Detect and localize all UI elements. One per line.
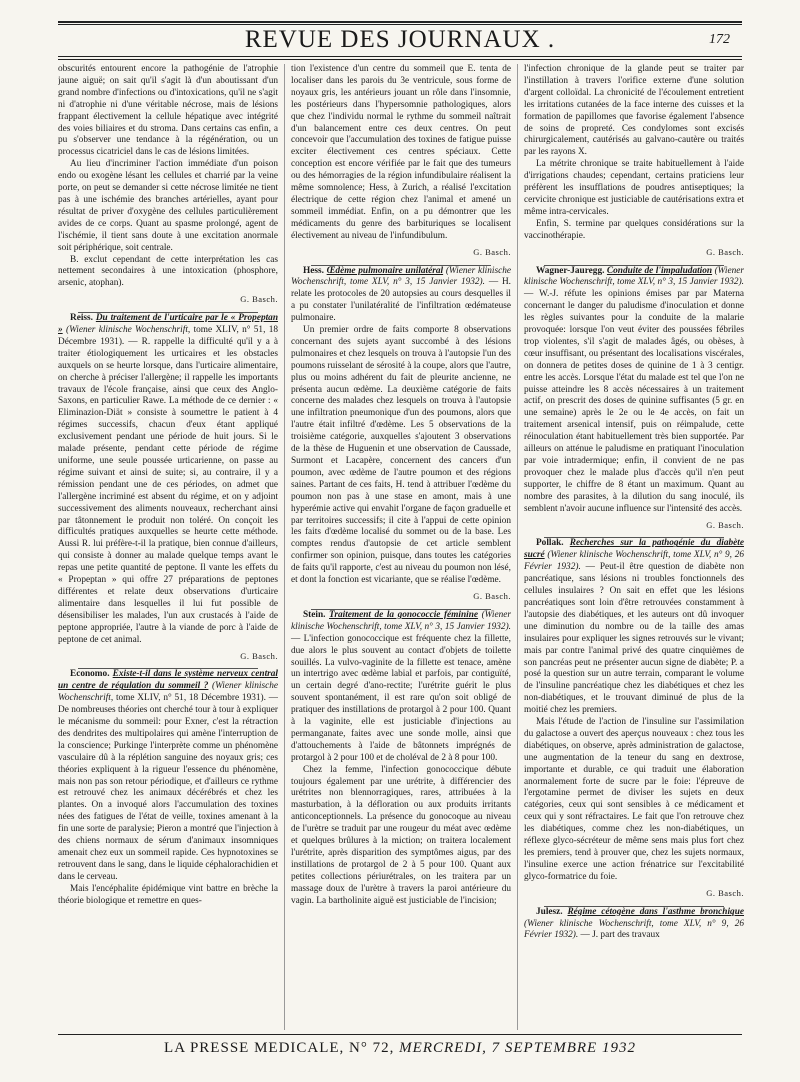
article-title: Traitement de la gonococcie féminine bbox=[329, 609, 479, 620]
article-body: tome XLIV, n° 51, 18 Décembre 1931). — De nombreuses théories ont cherché tour à tour à expliquer le mécanisme du sommeil: pour Exner, c'est la rétraction des dendrites des multipolaires qui amène l'interruption de la conscience; Purkinge l'interprète comme un phénomène vasculaire dû à la réplétion sanguine des noyaux gris; ces théories expliquent à la rigueur l'essence du phénomène, mais non pas son retour périodique, et d'ailleurs ce rythme est retrouvé chez les animaux décérébrés et chez les plantes. On a invoqué alors l'accumulation des toxines nées des fatigues de l'état de veille, toxines amenant à la fin une sorte de paralysie; Pieron a montré que l'injection à des chiens normaux de sérum d'animaux insomniques amenait chez eux un sommeil rapide. Ces hypnotoxines se retrouvent dans le sang, dans le liquide céphalorachidien et dans le cerveau. bbox=[58, 693, 278, 882]
page-number: 172 bbox=[709, 32, 730, 47]
article-title: Œdème pulmonaire unilatéral bbox=[326, 265, 444, 276]
article-source: (Wiener klinische Wochenschrift, bbox=[65, 325, 191, 336]
footer-rule bbox=[58, 1034, 742, 1035]
paragraph: l'infection chronique de la glande peut se traiter par l'instillation à travers l'orifice externe d'une solution d'argent colloïdal. La chronicité de l'écoulement entretient les irritations cutanées de la face interne des cuisses et la formation de papillomes que favorise également l'absence de soins de propreté. Ces condylomes sont excisés chirurgicalement, cautérisés au galvano-cautère ou traités par les rayons X. bbox=[524, 64, 744, 158]
article-columns bbox=[58, 64, 744, 1030]
article-body: — W.-J. réfute les opinions émises par par Materna concernant le danger du paludisme d'inoculation et donne les règles suivantes pour la conduite de la malarie provoquée: lorsque l'on veut éviter des poussées fébriles trop violentes, s'il s'agit de malades âgés, ou obèses, à cœur insuffisant, ou présentant des localisations viscérales, on donnera de petites doses de quinine de 1 à 3 centigr. entre les accès. Lorsque l'état du malade est tel que l'on ne puisse atteindre les 8 accès nécessaires à un traitement actif, on prescrit des doses de quinine suffisantes (5 gr. en une semaine) après le 2e ou le 4e accès, on fait un traitement arsenical intensif, puis on réimpalude, cette réinoculation étant habituellement très bien supportée. Par ailleurs on atténue le paludisme en pratiquant l'inoculation par voie intradermique; enfin, il convient de ne pas provoquer chez le malade plus d'accès qu'il n'en peut supporter, le chiffre de 8 étant un maximum. Quant au nombre des parasites, à la dilution du sang inoculé, ils semblent n'avoir aucune influence sur l'intensité des accès. bbox=[524, 289, 744, 514]
article-author: Pollak. bbox=[536, 538, 564, 549]
paragraph: Mais l'encéphalite épidémique vint battre en brèche la théorie biologique et remettre en ques- bbox=[58, 883, 278, 906]
article-source: (Wiener klinische Wochenschrift, tome XLV, n° 9, 26 Février 1932). bbox=[524, 550, 744, 573]
article-title: Du traitement de l'urticaire par le « Propeptan » bbox=[58, 313, 278, 336]
article-body: — H. relate les protocoles de 20 autopsies au cours desquelles il a pu constater l'unilatéralité de l'infiltration œdémateuse pulmonaire. bbox=[291, 277, 511, 324]
article-economo bbox=[58, 669, 278, 883]
article-source: (Wiener klinische Wochenschrift, tome XLV, n° 3, 15 Janvier 1932). bbox=[524, 265, 744, 288]
article-title: Conduite de l'impaludation bbox=[606, 265, 713, 276]
article-source: (Wiener klinische Wochenschrift, tome XLV, n° 3, 15 Janvier 1932). bbox=[291, 609, 511, 632]
signature: G. Basch. bbox=[240, 294, 278, 305]
article-author: Stein. bbox=[303, 609, 326, 620]
signature: G. Basch. bbox=[240, 650, 278, 661]
article-body: — L'infection gonococcique est fréquente chez la fillette, due alors le plus souvent au contact d'objets de toilette souillés. La vulvo-vaginite de la fillette est tenace, amène un intertrigo avec œdème labial et parfois, par contiguïté, un certain degré d'ano-rectite; l'urétrite guérit le plus souvent spontanément, il est rare qu'on soit obligé de pratiquer des instillations de protargol à 2 pour 100. Quant à la vaginite, elle est justiciable d'injections au permanganate, faites avec une sonde molle, ainsi que d'attouchements à l'aide de bâtonnets imprégnés de protargol à 2 pour 100 et de choléval de 2 à 8 pour 100. bbox=[291, 633, 511, 763]
paragraph: Au lieu d'incriminer l'action immédiate d'un poison endo ou exogène lésant les cellules et charrié par la veine porte, on peut se demander si cette nécrose limitée ne tient pas à une ischémie des branches artérielles, ayant pour résultat de priver d'oxygène des cellules particulièrement avides de ce corps. Quant au spasme prolongé, agent de l'ischémie, il tient sans doute à une excitation anormale soit périphérique, soit centrale. bbox=[58, 159, 278, 253]
page-footer bbox=[0, 1040, 800, 1057]
paragraph: Chez la femme, l'infection gonococcique débute toujours également par une urétrite, à différencier des urétrites non blennorragiques, rares, attribuées à la masturbation, à la défloration ou aux produits irritants anticonceptionnels. La présence du gonocoque au niveau de l'urètre se traduit par une rougeur du méat avec œdème et quelques brûlures à la miction; on traitera localement l'urétrite, après disparition des symptômes aigus, par des instillations de protargol de 2 à 5 pour 100. Quant aux petites collections périurétrales, on les traitera par un massage doux de l'urètre à travers la paroi antérieure du vagin. La bartholinite aiguë est justiciable de l'incision; bbox=[291, 764, 511, 906]
article-author: Reiss. bbox=[70, 313, 93, 324]
article-source: (Wiener klinische Wochenschrift, tome XLV, n° 3, 15 Janvier 1932). bbox=[291, 265, 511, 288]
footer-journal: LA PRESSE MEDICALE, N° 72, bbox=[164, 1040, 395, 1056]
paragraph: obscurités entourent encore la pathogénie de l'atrophie jaune aiguë; on sait qu'il s'agit là d'un aboutissant d'un grand nombre d'infections ou d'intoxications, qu'il ne s'agit ni d'atrophie ni d'une véritable nécrose, mais de lésions frappant électivement la cellule hépatique avec intégrité des voies biliaires et du stroma. Dans certains cas enfin, a pu s'observer une tendance à la régénération, ou un processus cicatriciel dans le cas de lésions limitées. bbox=[58, 64, 278, 158]
header-rule-top bbox=[58, 21, 742, 23]
header-rule-bottom-2 bbox=[58, 59, 742, 60]
article-body: — Peut-il être question de diabète non pancréatique, sans lésions ni troubles fonctionnels des cellules insulaires ? On sait en effet que les lésions pancréatiques sont loin d'être retrouvées constamment à l'autopsie des diabétiques, et les auteurs ont dû invoquer une diminution du nombre ou de la taille des amas insulaires pour expliquer les signes retrouvés sur le vivant; mais par contre l'animal privé des quatre cinquièmes de son pancréas peut ne présenter aucun signe de diabète; P. a posé la question sur un autre terrain, comparant le volume de l'insuline pancréatique chez les diabétiques et chez les non-diabétiques, et le trouvant diminué de plus de la moitié chez les premiers. bbox=[524, 562, 744, 716]
paragraph: tion l'existence d'un centre du sommeil que E. tenta de localiser dans les parois du 3e ventricule, sous forme de noyaux gris, les antérieurs jouant un rôle dans l'insomnie, les postérieurs dans l'hypersomnie pathologiques, alors que chez l'individu normal le rythme du sommeil naîtrait d'un balancement entre ces deux centres. On peut concevoir que l'accumulation des toxines de fatigue puisse exciter électivement ces centres spéciaux. Cette conception est encore vérifiée par le fait que des tumeurs ou des hémorragies de la région infundibulaire réalisent la même somnolence; Hess, à Zurich, a réalisé l'excitation électrique de cette région chez l'animal et amené un sommeil immédiat. Enfin, on a pu démontrer que les médicaments du genre des barbituriques se localisent électivement au niveau de l'infundibulum. bbox=[291, 64, 511, 241]
article-body: tome XLIV, n° 51, 18 Décembre 1931). — R. rappelle la difficulté qu'il y a à traiter étiologiquement les urticaires et les obstacles auxquels on se heurte lorsque, dans l'urticaire alimentaire, on cherche à préciser l'allergène; il rappelle les importants travaux de l'école française, ainsi que ceux des Anglo-Saxons, en particulier Rawe. La méthode de ce dernier : « Eliminazion-Diät » consiste à soumettre le patient à 4 régimes successifs, chacun d'eux étant appliqué exclusivement pendant une période de huit jours. Si le malade présente, pendant cette période de régime uniforme, une seule poussée urticarienne, on passe au régime suivant et ainsi de suite; si, au contraire, il y a rémission pendant une de ces périodes, on admet que l'allergène incriminé est absent du régime, et on y adjoint successivement des aliments nouveaux, recherchant ainsi par tâtonnement le produit non toléré. On conçoit les difficultés pratiques auxquelles se heurte cette méthode. Aussi R. lui préfère-t-il la pratique, bien connue d'ailleurs, qui consiste à donner au malade quelque temps avant le repas une petite quantité de peptone. Il vante les effets du « Propeptan » qui offre 27 préparations de peptones différentes et relate deux observations d'urticaire alimentaire dans lesquelles il lui fut possible de désensibiliser les malades, l'un aux crustacés à l'aide de peptone appropriée, l'autre à la viande de porc à l'aide de peptone de cet animal. bbox=[58, 325, 278, 645]
article-source: (Wiener klinische Wochenschrift, tome XLV, n° 9, 26 Février 1932). bbox=[524, 918, 744, 941]
article-author: Wagner-Jauregg. bbox=[536, 265, 605, 276]
column-3 bbox=[517, 64, 744, 1030]
article-author: Hess. bbox=[303, 265, 324, 276]
journal-title: REVUE DES JOURNAUX . bbox=[244, 26, 556, 53]
paragraph: B. exclut cependant de cette interprétation les cas nettement secondaires à une intoxication (phosphore, arsenic, atophan). bbox=[58, 254, 278, 289]
article-title: Existe-t-il dans le système nerveux central un centre de régulation du sommeil ? bbox=[58, 669, 278, 692]
signature: G. Basch. bbox=[706, 887, 744, 898]
signature: G. Basch. bbox=[473, 590, 511, 601]
signature: G. Basch. bbox=[706, 246, 744, 257]
article-wagner-jauregg bbox=[524, 266, 744, 516]
signature: G. Basch. bbox=[706, 519, 744, 530]
article-reiss bbox=[58, 313, 278, 646]
paragraph: Mais l'étude de l'action de l'insuline sur l'assimilation du galactose a ouvert des aperçus nouveaux : chez tous les diabétiques, on observe, après administration de galactose, une augmentation de la teneur du sang en dextrose, importante et durable, ce qui traduit une élaboration anormalement forte de sucre par le foie: l'épreuve de l'ergotamine permet de diviser les sujets en deux catégories, ceux qui sont sensibles à ce médicament et ceux qui y sont réfractaires. Le fait que l'on retrouve chez les diabétiques, comme chez les non-diabétiques, un réflexe glyco-sécréteur de même sens mais plus fort chez les premiers, tend à prouver que, chez les sujets normaux, l'insuline exerce une action frénatrice sur l'excitabilité glyco-formatrice du foie. bbox=[524, 717, 744, 882]
signature: G. Basch. bbox=[473, 246, 511, 257]
footer-date: MERCREDI, 7 SEPTEMBRE 1932 bbox=[399, 1040, 636, 1056]
article-source: (Wiener klinische Wochenschrift, bbox=[58, 681, 278, 704]
column-2 bbox=[284, 64, 511, 1030]
article-author: Julesz. bbox=[536, 906, 563, 917]
column-1 bbox=[58, 64, 278, 1030]
article-julesz bbox=[524, 907, 744, 943]
header-rule-bottom bbox=[58, 56, 742, 57]
header-rule-top-thin bbox=[58, 24, 742, 25]
article-stein bbox=[291, 610, 511, 765]
paragraph: Enfin, S. termine par quelques considérations sur la vaccinothérapie. bbox=[524, 218, 744, 241]
article-body: — J. part des travaux bbox=[580, 930, 660, 941]
paragraph: Un premier ordre de faits comporte 8 observations concernant des sujets ayant succombé à des lésions pulmonaires et chez lesquels on trouva à l'autopsie l'un des poumons ruisselant de sérosité à la coupe, alors que l'autre, plus ou moins adhérent du fait de pleurite ancienne, ne présenta aucun œdème. La deuxième catégorie de faits concerne des malades chez lesquels on trouva à l'autopsie une infiltration pneumonique d'un des poumons, alors que l'autre était infiltré d'œdème. Les 5 observations de la troisième catégorie, auxquelles s'ajoutent 3 observations de la thèse de Huguenin et une observation de Caussade, Surmont et Lacapère, concernent des cancers d'un poumon, avec œdème de l'autre poumon et des régions saines. Partant de ces faits, H. tend à attribuer l'œdème du poumon non pas à une stase en amont, mais à une hyperémie active qui envahit l'organe de façon graduelle et par territoires successifs; il cite à l'appui de cette opinion les faits d'œdème localisé du sommet ou de la base. Les comptes rendus d'autopsie de cet article semblent confirmer son opinion, puisque, dans toutes les catégories de faits qu'il rapporte, c'est au niveau du poumon non lésé, et dont la fonction est vicariante, que se réalise l'œdème. bbox=[291, 325, 511, 586]
article-pollak bbox=[524, 538, 744, 717]
article-title: Recherches sur la pathogénie du diabète sucré bbox=[524, 538, 744, 561]
article-title: Régime cétogène dans l'asthme bronchique bbox=[567, 906, 744, 917]
article-author: Economo. bbox=[70, 669, 110, 680]
article-hess bbox=[291, 266, 511, 326]
paragraph: La métrite chronique se traite habituellement à l'aide d'irrigations chaudes; cependant, certains praticiens leur préfèrent les insufflations de poudres antiseptiques; la cervicite chronique est justiciable de cautérisations extra et même intra-cervicales. bbox=[524, 159, 744, 217]
